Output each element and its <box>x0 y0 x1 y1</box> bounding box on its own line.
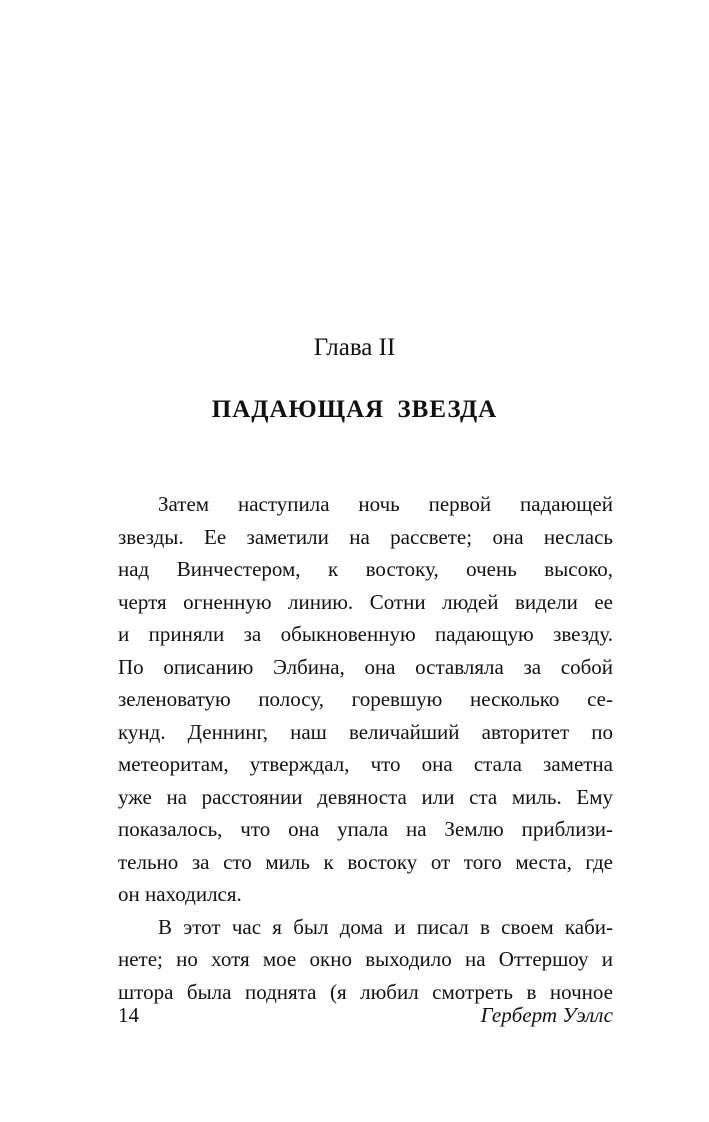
running-footer-author: Герберт Уэллс <box>480 1003 613 1027</box>
text-line: нете; но хотя мое окно выходило на Оттершоу и <box>118 947 613 971</box>
text-line: В этот час я был дома и писал в своем каби- <box>158 914 613 939</box>
body-text <box>118 488 613 1008</box>
text-line: показалось, что она упала на Землю приблизи- <box>118 817 613 841</box>
text-line: звезды. Ее заметили на рассвете; она неслась <box>118 524 613 549</box>
text-line: и приняли за обыкновенную падающую звезду. <box>118 622 613 646</box>
text-line: штора была поднята (я любил смотреть в ночное <box>118 979 613 1004</box>
text-line: он находился. <box>118 882 242 906</box>
chapter-title: ПАДАЮЩАЯ ЗВЕЗДА <box>211 396 498 423</box>
text-line: уже на расстоянии девяноста или ста миль. Ему <box>118 784 613 809</box>
text-line: тельно за сто миль к востоку от того места, где <box>118 849 613 874</box>
text-line: метеоритам, утверждал, что она стала заметна <box>118 752 613 776</box>
text-line: над Винчестером, к востоку, очень высоко, <box>118 557 613 581</box>
text-line: кунд. Деннинг, наш величайший авторитет по <box>118 719 613 744</box>
page-number: 14 <box>118 1003 139 1027</box>
text-line: чертя огненную линию. Сотни людей видели ее <box>118 589 613 614</box>
text-line: По описанию Элбина, она оставляла за собой <box>118 654 613 679</box>
chapter-label: Глава II <box>313 334 396 361</box>
text-line: зеленоватую полосу, горевшую несколько се- <box>118 687 613 711</box>
text-line: Затем наступила ночь первой падающей <box>158 492 613 516</box>
